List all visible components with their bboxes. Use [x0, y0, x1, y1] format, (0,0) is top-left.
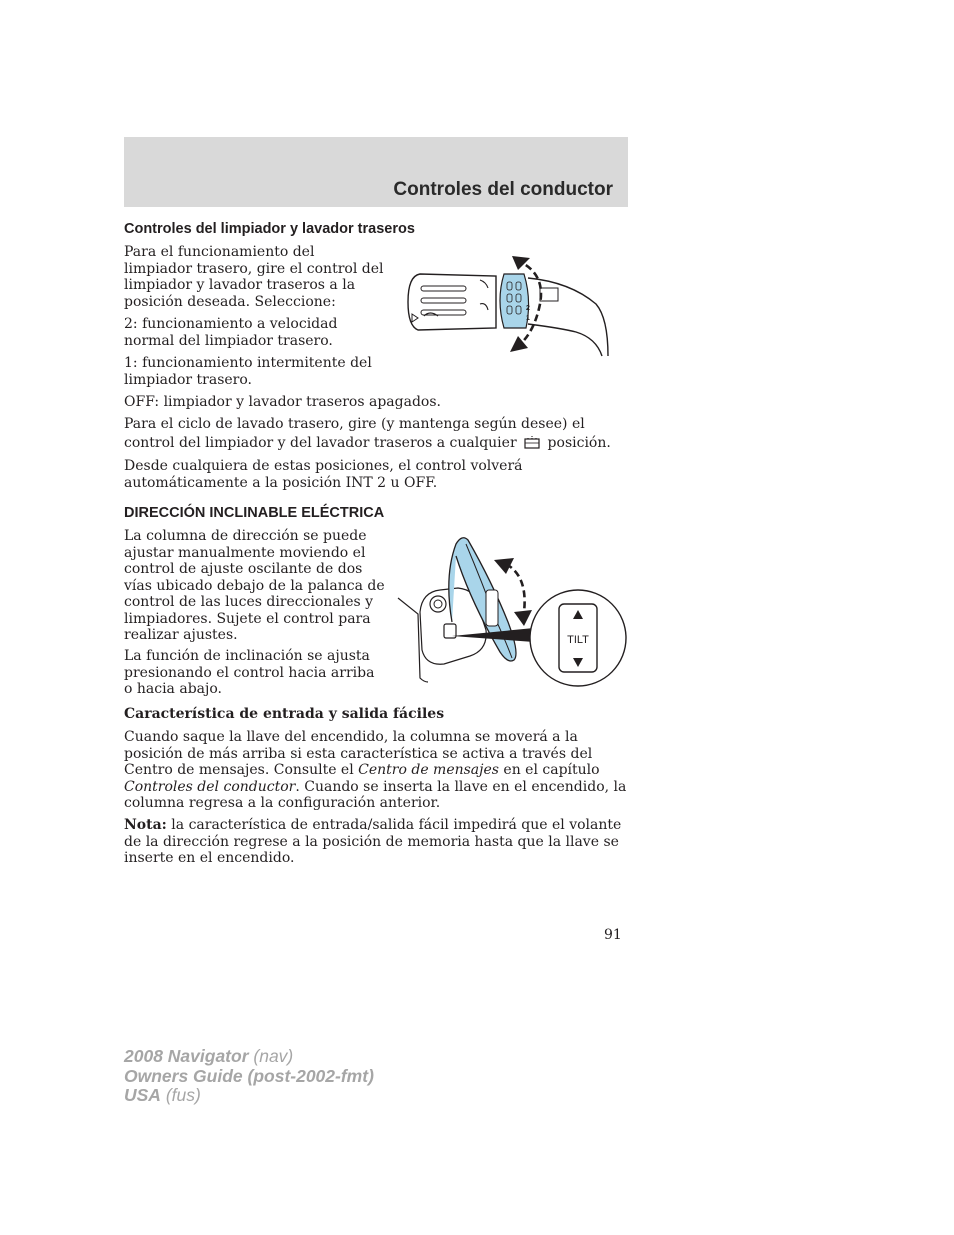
tilt-steering-figure: [396, 532, 632, 692]
cross-reference: Centro de mensajes: [358, 762, 499, 778]
tilt-label: TILT: [567, 634, 589, 646]
cross-reference: Controles del conductor: [124, 778, 296, 795]
paragraph: 1: funcionamiento intermitente del limpiador trasero.: [124, 355, 372, 388]
paragraph: Desde cualquiera de estas posiciones, el control volverá automáticamente a la posición INT 2 u OFF.: [124, 458, 523, 491]
document-footer: 2008 Navigator (nav) Owners Guide (post-2002-fmt) USA (fus): [124, 1046, 374, 1105]
position-mark-1: 1: [526, 315, 530, 322]
paragraph: La función de inclinación se ajusta presionando el control hacia arriba o hacia abajo.: [124, 648, 375, 697]
section-heading-easy-entry: Característica de entrada y salida fáciles: [124, 706, 445, 722]
rear-wiper-control-figure: [400, 248, 612, 360]
page-number: 91: [604, 927, 622, 943]
note-paragraph: Nota: la característica de entrada/salida fácil impedirá que el volante de la dirección regrese a la posición de memoria hasta que la llave se inserte en el encendido.: [124, 817, 622, 866]
paragraph: OFF: limpiador y lavador traseros apagados.: [124, 394, 441, 410]
paragraph: Cuando saque la llave del encendido, la columna se moverá a la posición de más arriba si esta característica se activa a través del Centro de mensajes. Consulte el Centro de mensajes en el capítulo Controles del conductor. Cuando se inserta la llave en el encendido, la columna regresa a la configuración anterior.: [124, 729, 627, 811]
paragraph: 2: funcionamiento a velocidad normal del limpiador trasero.: [124, 316, 338, 349]
paragraph: La columna de dirección se puede ajustar manualmente moviendo el control de ajuste oscilante de dos vías ubicado debajo de la palanca de control de las luces direccionales y limpiadores. Sujete el control para realizar ajustes.: [124, 528, 385, 643]
note-label: Nota:: [124, 817, 167, 833]
paragraph: Para el funcionamiento del limpiador trasero, gire el control del limpiador y lavador traseros a la posición deseada. Seleccione:: [124, 244, 384, 310]
tilt-down-arrow: [514, 610, 532, 626]
rear-washer-icon: [523, 434, 541, 449]
page-title: Controles del conductor: [393, 179, 613, 200]
paragraph: Para el ciclo de lavado trasero, gire (y mantenga según desee) el control del limpiador y del lavador traseros a cualquier posición.: [124, 416, 611, 451]
position-mark-2: 2: [526, 305, 530, 312]
header-band: [124, 137, 628, 207]
rotate-up-arrow: [512, 256, 530, 270]
section-heading-rear-wiper: Controles del limpiador y lavador traseros: [124, 221, 415, 237]
section-heading-power-tilt: DIRECCIÓN INCLINABLE ELÉCTRICA: [124, 505, 385, 521]
